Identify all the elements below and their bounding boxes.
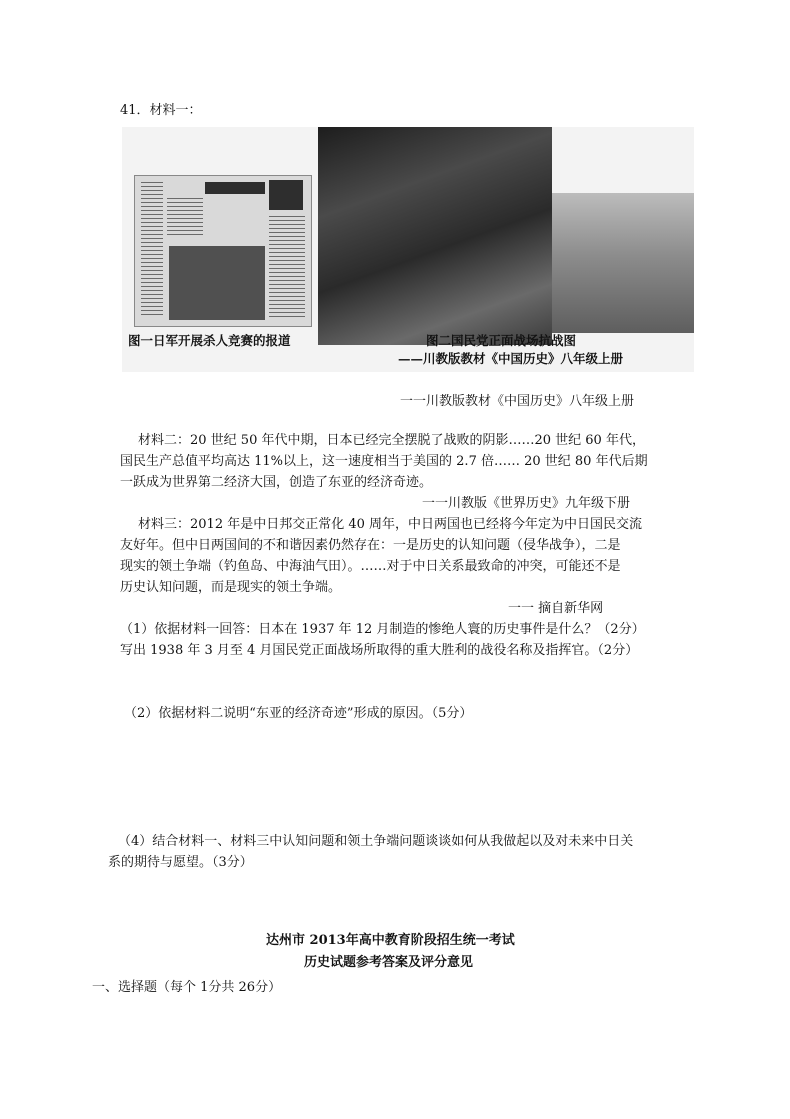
material3-line: 历史认知问题，而是现实的领土争端。 <box>120 580 342 595</box>
figure2-source: ——川教版教材《中国历史》八年级上册 <box>398 351 624 366</box>
question4-line: （4）结合材料一、材料三中认知问题和领土争端问题谈谈如何从我做起以及对未来中日关 <box>118 834 634 849</box>
question2-text: （2）依据材料二说明“东亚的经济奇迹”形成的原因。（5分） <box>124 706 473 721</box>
question4-line: 系的期待与愿望。（3分） <box>108 855 253 870</box>
section1-heading: 一、选择题（每个 1分共 26分） <box>92 980 282 995</box>
battlefield-photo <box>318 127 552 345</box>
material2-source: 一一川教版《世界历史》九年级下册 <box>422 496 631 511</box>
figure1-caption: 图一日军开展杀人竞赛的报道 <box>128 333 291 348</box>
photo-collage <box>122 127 694 372</box>
answer-heading-line2: 历史试题参考答案及评分意见 <box>304 955 474 970</box>
material3-line: 材料三：2012 年是中日邦交正常化 40 周年，中日两国也已经将今年定为中日国民交流 <box>138 517 643 532</box>
question1-line: 写出 1938 年 3 月至 4 月国民党正面战场所取得的重大胜利的战役名称及指挥官。（2分） <box>120 643 639 658</box>
material3-source: 一一 摘自新华网 <box>508 601 604 616</box>
question1-line: （1）依据材料一回答：日本在 1937 年 12 月制造的惨绝人寰的历史事件是什么？（2分） <box>120 622 645 637</box>
newspaper-photo <box>134 175 312 327</box>
material3-line: 友好年。但中日两国间的不和谐因素仍然存在：一是历史的认知问题（侵华战争），二是 <box>120 538 621 553</box>
material1-source: 一一川教版教材《中国历史》八年级上册 <box>400 394 635 409</box>
material3-line: 现实的领土争端（钓鱼岛、中海油气田）。……对于中日关系最致命的冲突，可能还不是 <box>120 559 621 574</box>
material2-line: 材料二：20 世纪 50 年代中期，日本已经完全摆脱了战败的阴影……20 世纪 60 年代， <box>138 433 645 448</box>
material2-line: 国民生产总值平均高达 11%以上，这一速度相当于美国的 2.7 倍…… 20 世纪 80 年代后期 <box>120 454 648 469</box>
question-41-title: 41．材料一： <box>120 103 202 118</box>
soldier-photo <box>552 193 694 333</box>
figure2-caption: 图二国民党正面战场抗战图 <box>426 333 577 348</box>
answer-heading-line1: 达州市 2013年高中教育阶段招生统一考试 <box>266 933 515 948</box>
material2-line: 一跃成为世界第二经济大国，创造了东亚的经济奇迹。 <box>120 475 433 490</box>
